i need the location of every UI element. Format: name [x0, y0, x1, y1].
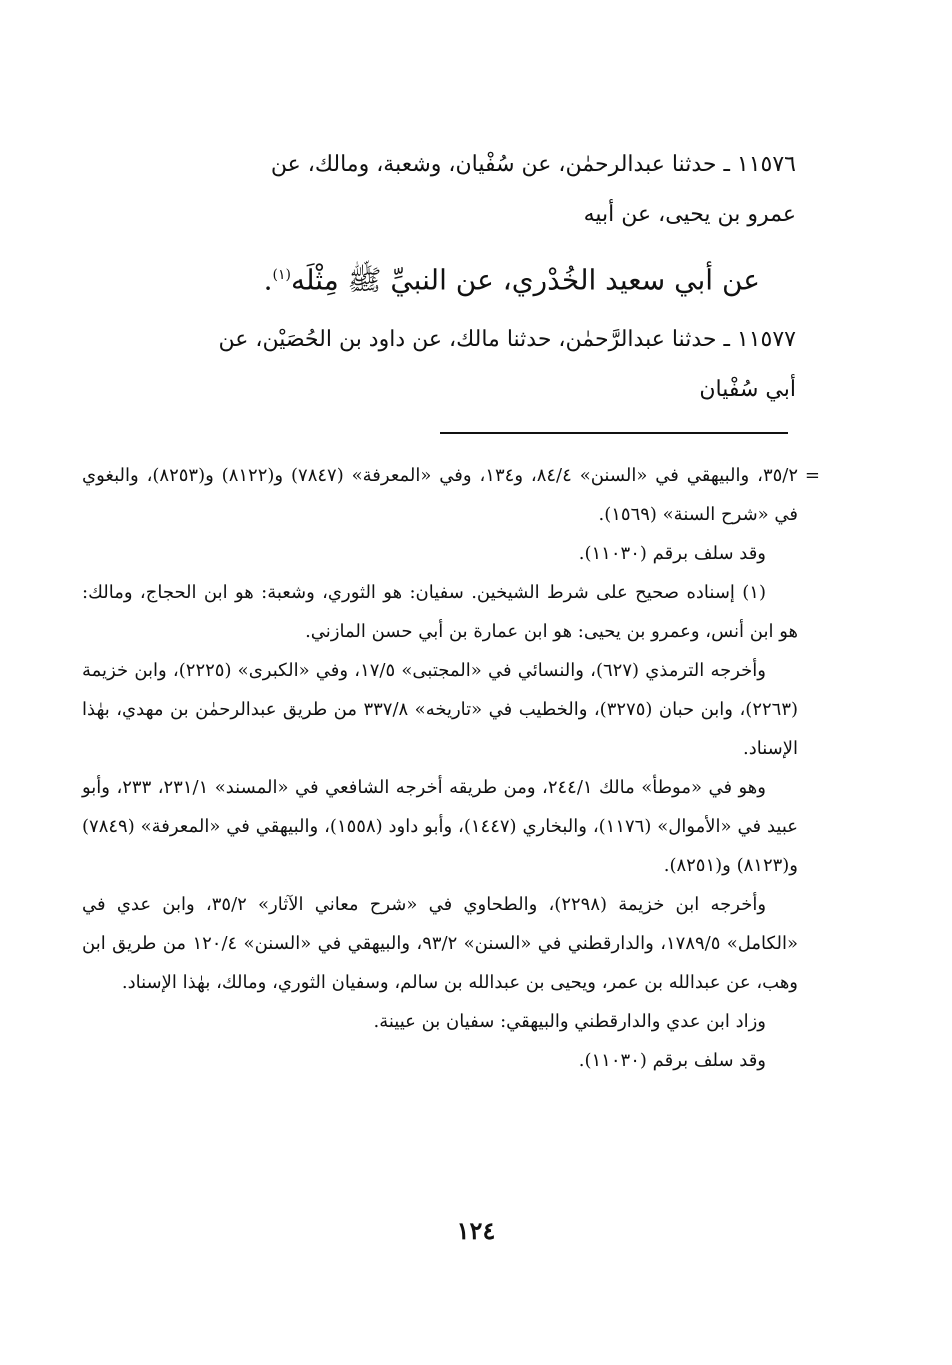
hadith-11576 [78, 140, 796, 315]
footnotes-section [82, 456, 820, 1080]
footnote-divider [440, 432, 788, 434]
hadith-11576-line-1: ١١٥٧٦ ـ حدثنا عبدالرحمٰن، عن سُفْيان، وشعبة، ومالك، عن [270, 152, 796, 177]
footnote-paragraph-6: وأخرجه ابن خزيمة (٢٢٩٨)، والطحاوي في «شرح معاني الآثار» ٣٥/٢، وابن عدي في «الكامل» ١٧٨٩/٥، والدارقطني في «السنن» ٩٣/٢، والبيهقي في «السنن» ١٢٠/٤ من طريق ابن وهب، عن عبدالله بن عمر، ويحيى بن عبدالله بن سالم، وسفيان الثوري، ومالك، بهٰذا الإسناد. [82, 894, 798, 993]
hadith-11576-line-2: عمرو بن يحيى، عن أبيه [583, 202, 796, 227]
hadith-11577 [78, 315, 796, 415]
hadith-11577-line-1: ١١٥٧٧ ـ حدثنا عبدالرَّحمٰن، حدثنا مالك، عن داود بن الحُصَيْن، عن [218, 327, 796, 353]
hadith-11576-matn: عن أبي سعيد الخُدْري، عن النبيِّ ﷺ مِثْلَه$^{(١)}$. [263, 263, 760, 297]
footnote-paragraph-7: وزاد ابن عدي والدارقطني والبيهقي: سفيان بن عيينة. [373, 1011, 766, 1032]
footnote-paragraph-4: وأخرجه الترمذي (٦٢٧)، والنسائي في «المجتبى» ١٧/٥، وفي «الكبرى» (٢٢٢٥)، وابن خزيمة (٢٢٦٣)، وابن حبان (٣٢٧٥)، والخطيب في «تاريخه» ٣٣٧/٨ من طريق عبدالرحمٰن بن مهدي، بهٰذا الإسناد. [82, 660, 799, 759]
footnote-continuation-mark: = [804, 465, 820, 486]
page-number: ١٢٤ [456, 1216, 496, 1245]
footnote-paragraph-8: وقد سلف برقم (١١٠٣٠). [578, 1050, 766, 1071]
hadith-11577-line-2: أبي سُفْيان [699, 377, 796, 403]
footnote-paragraph-2: وقد سلف برقم (١١٠٣٠). [578, 543, 766, 564]
footnote-paragraph-5: وهو في «موطأ» مالك ٢٤٤/١، ومن طريقه أخرجه الشافعي في «المسند» ٢٣١/١، ٢٣٣، وأبو عبيد في «الأموال» (١١٧٦)، والبخاري (١٤٤٧)، وأبو داود (١٥٥٨)، والبيهقي في «المعرفة» (٧٨٤٩) و(٨١٢٣) و(٨٢٥١). [82, 777, 798, 876]
footnote-paragraph-3: (١) إسناده صحيح على شرط الشيخين. سفيان: هو الثوري، وشعبة: هو ابن الحجاج، ومالك: هو ابن أنس، وعمرو بن يحيى: هو ابن عمارة بن أبي حسن المازني. [82, 582, 798, 642]
footnote-reference: (١) [272, 267, 291, 283]
matn-text: عن أبي سعيد الخُدْري، عن النبيِّ ﷺ مِثْلَه [290, 263, 760, 297]
hadith-text-block [78, 140, 796, 415]
footnote-paragraph-1: ٣٥/٢، والبيهقي في «السنن» ٨٤/٤، و١٣٤، وفي «المعرفة» (٧٨٤٧) و(٨١٢٢) و(٨٢٥٣)، والبغوي في «شرح السنة» (١٥٦٩). [82, 465, 799, 525]
